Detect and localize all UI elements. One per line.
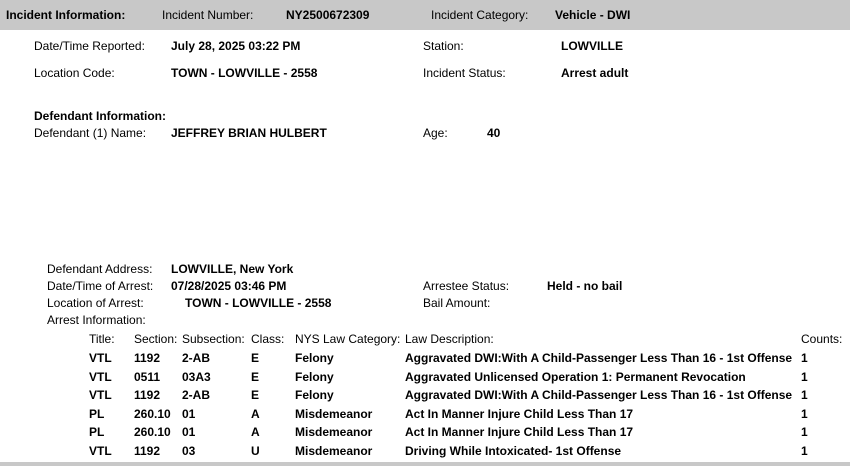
header-class: Class:	[251, 332, 285, 346]
charge-subsection: 2-AB	[182, 388, 211, 402]
charge-subsection: 01	[182, 407, 196, 421]
charge-title: VTL	[89, 444, 112, 458]
charge-class: A	[251, 407, 260, 421]
charge-category: Felony	[295, 370, 334, 384]
date-reported-label: Date/Time Reported:	[34, 39, 145, 53]
incident-category-value: Vehicle - DWI	[555, 8, 631, 22]
charge-category: Felony	[295, 351, 334, 365]
charge-category: Misdemeanor	[295, 444, 373, 458]
incident-status-label: Incident Status:	[423, 66, 506, 80]
bail-amount-label: Bail Amount:	[423, 296, 491, 310]
defendant-address-label: Defendant Address:	[47, 262, 153, 276]
arrest-datetime-label: Date/Time of Arrest:	[47, 279, 154, 293]
charge-class: E	[251, 370, 260, 384]
defendant-address-value: LOWVILLE, New York	[171, 262, 294, 276]
header-law-description: Law Description:	[405, 332, 494, 346]
charge-section: 1192	[134, 444, 161, 458]
arrestee-status-value: Held - no bail	[547, 279, 623, 293]
station-label: Station:	[423, 39, 464, 53]
charge-subsection: 01	[182, 425, 196, 439]
charge-class: E	[251, 351, 260, 365]
charge-category: Felony	[295, 388, 334, 402]
charge-section: 1192	[134, 351, 161, 365]
arrest-location-value: TOWN - LOWVILLE - 2558	[185, 296, 332, 310]
incident-status-value: Arrest adult	[561, 66, 629, 80]
age-value: 40	[487, 126, 501, 140]
charge-subsection: 03A3	[182, 370, 211, 384]
date-reported-value: July 28, 2025 03:22 PM	[171, 39, 301, 53]
charge-counts: 1	[801, 407, 808, 421]
charge-class: E	[251, 388, 260, 402]
charge-description: Act In Manner Injure Child Less Than 17	[405, 407, 634, 421]
defendant-name-label: Defendant (1) Name:	[34, 126, 147, 140]
incident-number-value: NY2500672309	[286, 8, 370, 22]
age-label: Age:	[423, 126, 448, 140]
charge-title: VTL	[89, 370, 112, 384]
charge-subsection: 03	[182, 444, 196, 458]
charge-counts: 1	[801, 370, 808, 384]
incident-information-heading: Incident Information:	[6, 8, 126, 22]
arrest-datetime-value: 07/28/2025 03:46 PM	[171, 279, 287, 293]
charge-section: 260.10	[134, 407, 171, 421]
incident-header-bar	[0, 0, 850, 30]
arrest-information-label: Arrest Information:	[47, 313, 146, 327]
charge-subsection: 2-AB	[182, 351, 211, 365]
header-law-category: NYS Law Category:	[295, 332, 401, 346]
charge-category: Misdemeanor	[295, 407, 373, 421]
charge-category: Misdemeanor	[295, 425, 373, 439]
arrestee-status-label: Arrestee Status:	[423, 279, 510, 293]
header-counts: Counts:	[801, 332, 843, 346]
station-value: LOWVILLE	[561, 39, 623, 53]
header-section: Section:	[134, 332, 178, 346]
charge-title: PL	[89, 407, 105, 421]
header-subsection: Subsection:	[182, 332, 245, 346]
charge-class: A	[251, 425, 260, 439]
charge-class: U	[251, 444, 260, 458]
charge-section: 0511	[134, 370, 161, 384]
charge-description: Aggravated Unlicensed Operation 1: Permanent Revocation	[405, 370, 746, 384]
incident-number-label: Incident Number:	[162, 8, 254, 22]
charge-description: Act In Manner Injure Child Less Than 17	[405, 425, 634, 439]
footer-bar	[0, 462, 850, 466]
incident-category-label: Incident Category:	[431, 8, 529, 22]
charge-section: 1192	[134, 388, 161, 402]
charge-description: Driving While Intoxicated- 1st Offense	[405, 444, 622, 458]
charge-counts: 1	[801, 351, 808, 365]
defendant-name-value: JEFFREY BRIAN HULBERT	[171, 126, 327, 140]
charge-title: PL	[89, 425, 105, 439]
location-code-label: Location Code:	[34, 66, 115, 80]
charge-counts: 1	[801, 425, 808, 439]
arrest-location-label: Location of Arrest:	[47, 296, 144, 310]
charge-counts: 1	[801, 388, 808, 402]
charge-description: Aggravated DWI:With A Child-Passenger Less Than 16 - 1st Offense	[405, 388, 793, 402]
charge-section: 260.10	[134, 425, 171, 439]
charge-description: Aggravated DWI:With A Child-Passenger Less Than 16 - 1st Offense	[405, 351, 793, 365]
location-code-value: TOWN - LOWVILLE - 2558	[171, 66, 318, 80]
charge-title: VTL	[89, 388, 112, 402]
charge-counts: 1	[801, 444, 808, 458]
header-title: Title:	[89, 332, 115, 346]
defendant-information-heading: Defendant Information:	[34, 109, 166, 123]
charge-title: VTL	[89, 351, 112, 365]
